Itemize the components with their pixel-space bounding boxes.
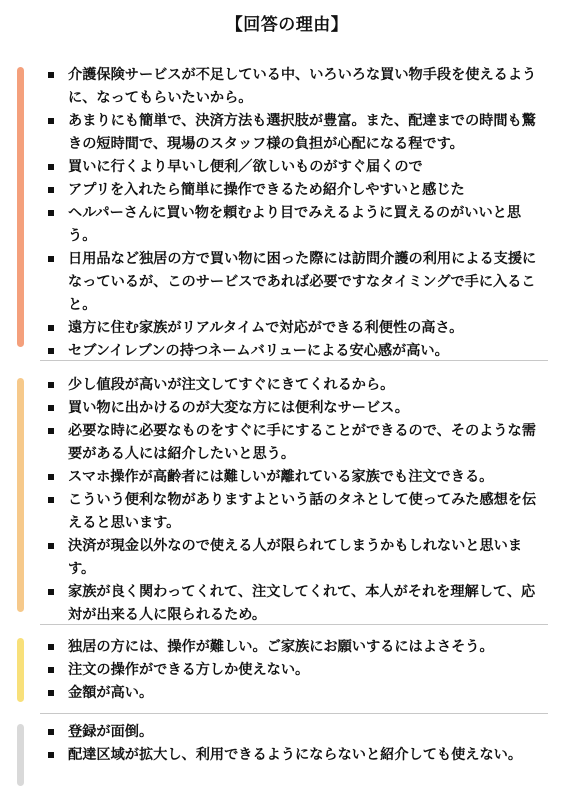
list-item: 金額が高い。 bbox=[48, 682, 548, 705]
list-item: 必要な時に必要なものをすぐに手にすることができるので、そのような需要がある人には紹介したいと思う。 bbox=[48, 420, 548, 466]
bullet-icon bbox=[48, 474, 54, 480]
bullet-icon bbox=[48, 497, 54, 503]
list-item: 決済が現金以外なので使える人が限られてしまうかもしれないと思います。 bbox=[48, 535, 548, 581]
section-divider bbox=[40, 713, 548, 714]
list-item: 独居の方には、操作が難しい。ご家族にお願いするにはよさそう。 bbox=[48, 636, 548, 659]
list-item: ヘルパーさんに買い物を頼むより目でみえるように買えるのがいいと思う。 bbox=[48, 202, 548, 248]
list-item: 介護保険サービスが不足している中、いろいろな買い物手段を使えるように、なってもらいたいから。 bbox=[48, 64, 548, 110]
bullet-icon bbox=[48, 428, 54, 434]
section-divider bbox=[40, 624, 548, 625]
list-item: 少し値段が高いが注文してすぐにきてくれるから。 bbox=[48, 374, 548, 397]
bullet-icon bbox=[48, 690, 54, 696]
list-item: セブンイレブンの持つネームバリューによる安心感が高い。 bbox=[48, 340, 548, 363]
bullet-icon bbox=[48, 729, 54, 735]
list-item: 注文の操作ができる方しか使えない。 bbox=[48, 659, 548, 682]
section-3-list bbox=[48, 636, 548, 705]
bullet-icon bbox=[48, 589, 54, 595]
list-item: 配達区域が拡大し、利用できるようにならないと紹介しても使えない。 bbox=[48, 744, 548, 767]
bullet-icon bbox=[48, 210, 54, 216]
bullet-icon bbox=[48, 118, 54, 124]
list-item: 買い物に出かけるのが大変な方には便利なサービス。 bbox=[48, 397, 548, 420]
bullet-icon bbox=[48, 405, 54, 411]
bullet-icon bbox=[48, 348, 54, 354]
section-2-list bbox=[48, 374, 548, 627]
list-item: あまりにも簡単で、決済方法も選択肢が豊富。また、配達までの時間も驚きの短時間で、現場のスタッフ様の負担が心配になる程です。 bbox=[48, 110, 548, 156]
bullet-icon bbox=[48, 644, 54, 650]
list-item: 買いに行くより早いし便利／欲しいものがすぐ届くので bbox=[48, 156, 548, 179]
page-title: 【回答の理由】 bbox=[225, 15, 349, 35]
list-item: アプリを入れたら簡単に操作できるため紹介しやすいと感じた bbox=[48, 179, 548, 202]
section-4-list bbox=[48, 721, 548, 767]
list-item: スマホ操作が高齢者には難しいが離れている家族でも注文できる。 bbox=[48, 466, 548, 489]
bullet-icon bbox=[48, 164, 54, 170]
section-3-color-bar bbox=[17, 638, 24, 702]
section-1-list bbox=[48, 64, 548, 363]
bullet-icon bbox=[48, 543, 54, 549]
bullet-icon bbox=[48, 382, 54, 388]
section-2-color-bar bbox=[17, 378, 24, 612]
bullet-icon bbox=[48, 72, 54, 78]
bullet-icon bbox=[48, 752, 54, 758]
list-item: 家族が良く関わってくれて、注文してくれて、本人がそれを理解して、応対が出来る人に限られるため。 bbox=[48, 581, 548, 627]
list-item: 日用品など独居の方で買い物に困った際には訪問介護の利用による支援になっているが、このサービスであれば必要ですなタイミングで手に入ること。 bbox=[48, 248, 548, 317]
bullet-icon bbox=[48, 667, 54, 673]
list-item: 登録が面倒。 bbox=[48, 721, 548, 744]
section-divider bbox=[40, 360, 548, 361]
bullet-icon bbox=[48, 256, 54, 262]
bullet-icon bbox=[48, 325, 54, 331]
section-1-color-bar bbox=[17, 67, 24, 347]
list-item: こういう便利な物がありますよという話のタネとして使ってみた感想を伝えると思います。 bbox=[48, 489, 548, 535]
section-4-color-bar bbox=[17, 724, 24, 786]
bullet-icon bbox=[48, 187, 54, 193]
list-item: 遠方に住む家族がリアルタイムで対応ができる利便性の高さ。 bbox=[48, 317, 548, 340]
